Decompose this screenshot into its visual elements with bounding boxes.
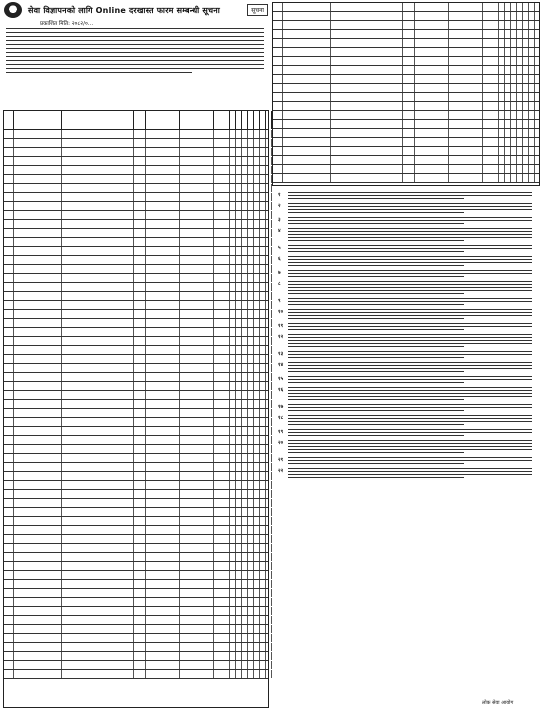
instruction-item: ८ [278, 281, 532, 296]
table-row [4, 472, 268, 481]
table-row [4, 652, 268, 661]
right-column [272, 0, 540, 720]
instruction-item: १६ [278, 387, 532, 402]
table-row [4, 634, 268, 643]
table-row [273, 174, 539, 183]
table-row [4, 184, 268, 193]
table-row [273, 75, 539, 84]
table-row [4, 508, 268, 517]
table-row [4, 391, 268, 400]
emblem-icon [4, 2, 22, 18]
table-row [4, 166, 268, 175]
table-row [273, 156, 539, 165]
table-row [4, 436, 268, 445]
table-row [4, 409, 268, 418]
notice-header [4, 2, 268, 18]
signature-line: लोक सेवा आयोग [482, 700, 514, 706]
table-row [273, 57, 539, 66]
table-row [273, 12, 539, 21]
vacancy-table-right [272, 2, 540, 186]
table-row [4, 130, 268, 139]
table-row [4, 517, 268, 526]
table-row [273, 30, 539, 39]
notice-date: प्रकाशित मिति: २०८२/०... [40, 21, 94, 27]
instruction-item: ५ [278, 245, 532, 254]
notice-stamp: सूचना [247, 4, 268, 16]
instruction-item: २२ [278, 468, 532, 480]
table-row [4, 427, 268, 436]
table-row [4, 364, 268, 373]
table-row [4, 238, 268, 247]
table-row [4, 256, 268, 265]
table-row [4, 580, 268, 589]
instructions-list [278, 192, 532, 482]
table-row [273, 147, 539, 156]
table-row [4, 193, 268, 202]
table-row [273, 111, 539, 120]
table-row [273, 120, 539, 129]
table-row [273, 66, 539, 75]
table-row [4, 139, 268, 148]
instruction-item: १० [278, 309, 532, 321]
table-row [4, 418, 268, 427]
table-row [4, 265, 268, 274]
table-row [4, 346, 268, 355]
instruction-item: ९ [278, 298, 532, 307]
table-row [4, 616, 268, 625]
table-row [4, 337, 268, 346]
table-row [4, 175, 268, 184]
table-row [4, 220, 268, 229]
table-row [4, 400, 268, 409]
table-row [4, 310, 268, 319]
table-row [4, 598, 268, 607]
table-row [273, 102, 539, 111]
table-row [4, 562, 268, 571]
instruction-item: ३ [278, 217, 532, 226]
table-row [273, 3, 539, 12]
instruction-item: १८ [278, 415, 532, 427]
table-row [4, 157, 268, 166]
table-row [4, 328, 268, 337]
instruction-item: १३ [278, 351, 532, 360]
instruction-item: २१ [278, 457, 532, 466]
table-row [273, 84, 539, 93]
table-row [273, 165, 539, 174]
table-row [4, 274, 268, 283]
table-row [4, 544, 268, 553]
instruction-item: १ [278, 192, 532, 201]
instruction-item: ६ [278, 256, 532, 268]
instruction-item: ४ [278, 228, 532, 243]
table-row [4, 202, 268, 211]
table-row [4, 382, 268, 391]
table-row [4, 625, 268, 634]
table-row [4, 571, 268, 580]
table-row [4, 247, 268, 256]
table-row [4, 490, 268, 499]
table-row [4, 283, 268, 292]
table-row [4, 319, 268, 328]
table-row [273, 21, 539, 30]
instruction-item: १७ [278, 404, 532, 413]
instruction-item: १९ [278, 429, 532, 438]
table-row [4, 670, 268, 679]
instruction-item: २० [278, 440, 532, 455]
intro-paragraph [6, 28, 264, 76]
table-row [4, 589, 268, 598]
instruction-item: १४ [278, 362, 532, 374]
table-row [4, 463, 268, 472]
table-row [4, 229, 268, 238]
table-row [4, 373, 268, 382]
instruction-item: २ [278, 203, 532, 215]
table-row [4, 553, 268, 562]
table-row [4, 661, 268, 670]
table-row [4, 355, 268, 364]
table-row [273, 48, 539, 57]
table-row [4, 499, 268, 508]
table-row [4, 211, 268, 220]
table-row [4, 445, 268, 454]
table-row [4, 643, 268, 652]
instruction-item: ७ [278, 270, 532, 279]
table-row [4, 607, 268, 616]
table-header [4, 111, 268, 130]
instruction-item: ११ [278, 323, 532, 332]
table-row [273, 138, 539, 147]
table-row [4, 454, 268, 463]
table-row [273, 93, 539, 102]
table-row [4, 535, 268, 544]
notice-title: सेवा विज्ञापनको लागि Online दरखास्त फारम सम्बन्धी सूचना [28, 5, 221, 15]
instruction-item: १५ [278, 376, 532, 385]
table-row [273, 39, 539, 48]
table-row [4, 526, 268, 535]
table-row [4, 301, 268, 310]
table-row [4, 481, 268, 490]
table-row [4, 148, 268, 157]
table-row [4, 292, 268, 301]
table-row [273, 129, 539, 138]
instruction-item: १२ [278, 334, 532, 349]
vacancy-table-left [3, 110, 269, 708]
